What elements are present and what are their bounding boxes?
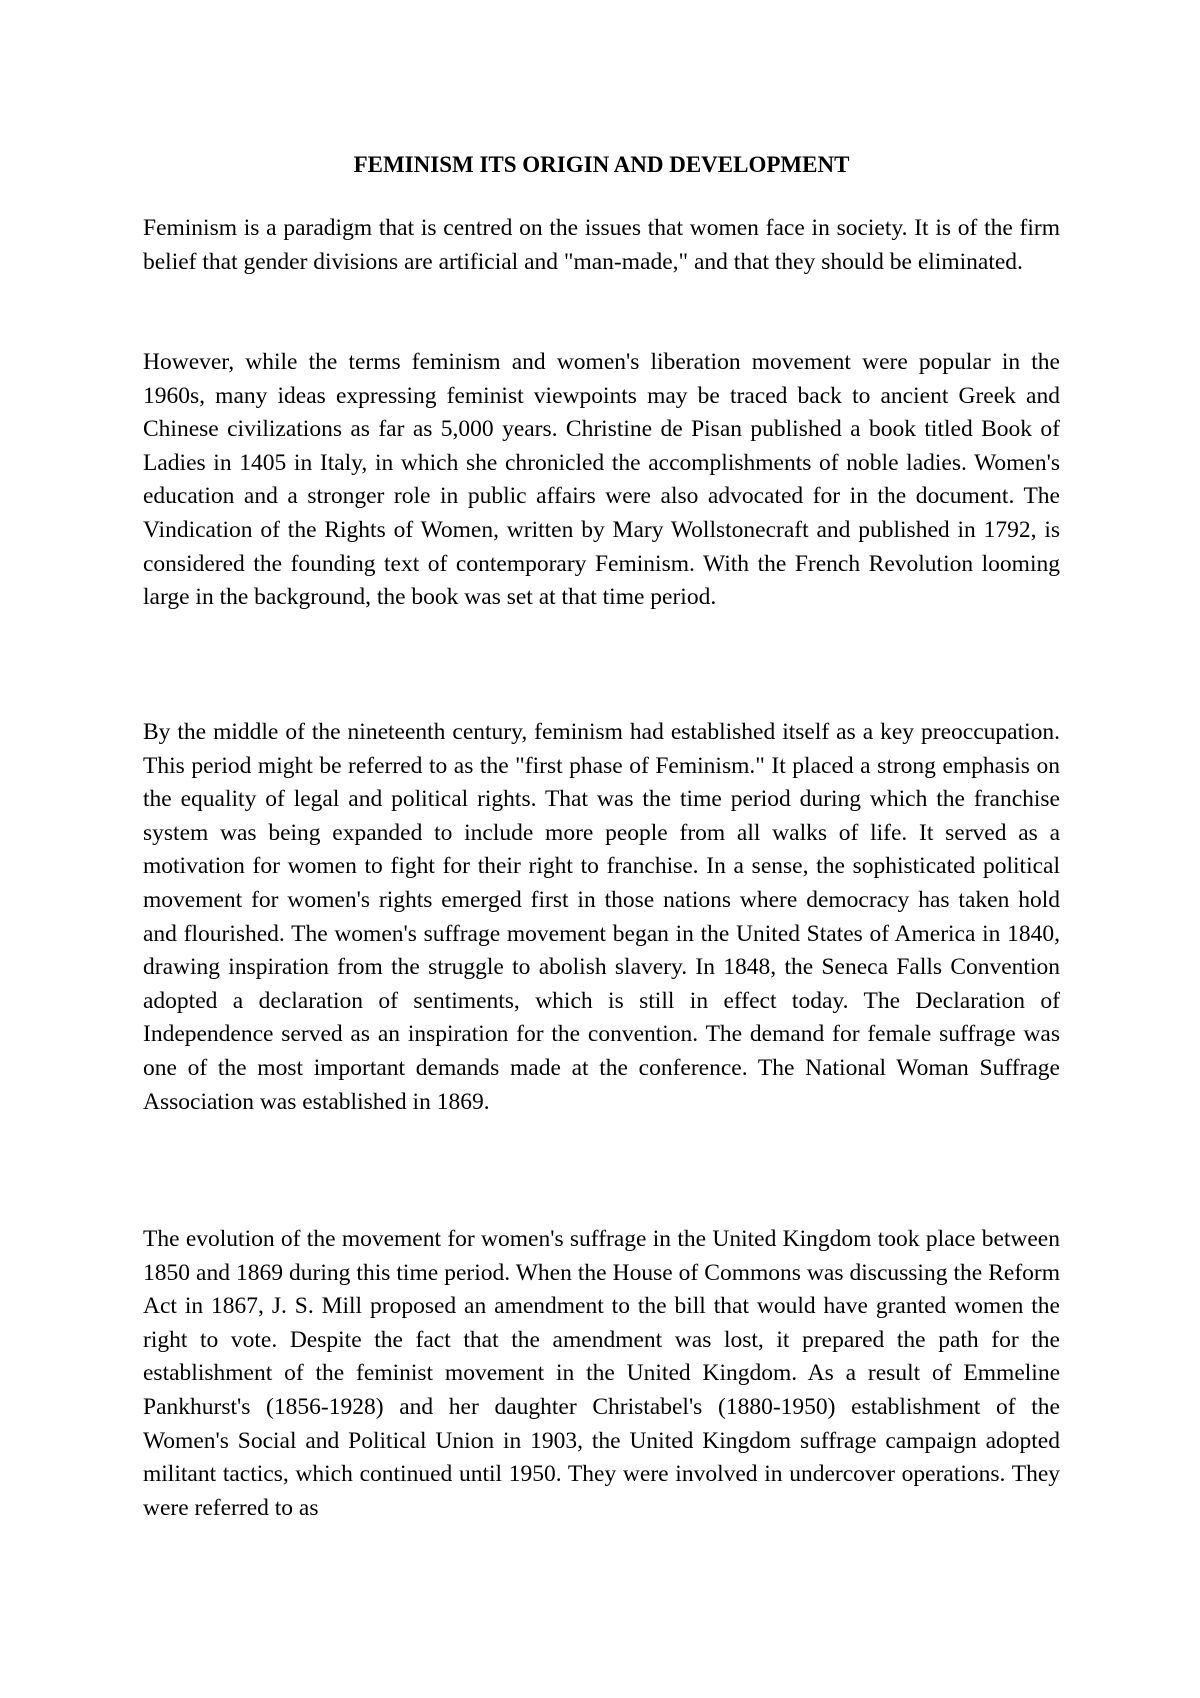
page-title: FEMINISM ITS ORIGIN AND DEVELOPMENT	[353, 152, 850, 177]
paragraph-uk-suffrage: The evolution of the movement for women's suffrage in the United Kingdom took place between 1850 and 1869 during this time period. When the House of Commons was discussing the Reform Act in 1867, J. S. Mill proposed an amendment to the bill that would have granted women the right to vote. Despite the fact that the amendment was lost, it prepared the path for the establishment of the feminist movement in the United Kingdom. As a result of Emmeline Pankhurst's (1856-1928) and her daughter Christabel's (1880-1950) establishment of the Women's Social and Political Union in 1903, the United Kingdom suffrage campaign adopted militant tactics, which continued until 1950. They were involved in undercover operations. They were referred to as	[143, 1226, 1060, 1521]
paragraph-early-history: However, while the terms feminism and women's liberation movement were popular in the 1960s, many ideas expressing feminist viewpoints may be traced back to ancient Greek and Chinese civilizations as far as 5,000 years. Christine de Pisan published a book titled Book of Ladies in 1405 in Italy, in which she chronicled the accomplishments of noble ladies. Women's education and a stronger role in public affairs were also advocated for in the document. The Vindication of the Rights of Women, written by Mary Wollstonecraft and published in 1792, is considered the founding text of contemporary Feminism. With the French Revolution looming large in the background, the book was set at that time period.	[143, 349, 1060, 611]
paragraph-first-phase: By the middle of the nineteenth century, feminism had established itself as a key preoccupation. This period might be referred to as the "first phase of Feminism." It placed a strong emphasis on the equality of legal and political rights. That was the time period during which the franchise system was being expanded to include more people from all walks of life. It served as a motivation for women to fight for their right to franchise. In a sense, the sophisticated political movement for women's rights emerged first in those nations where democracy has taken hold and flourished. The women's suffrage movement began in the United States of America in 1840, drawing inspiration from the struggle to abolish slavery. In 1848, the Seneca Falls Convention adopted a declaration of sentiments, which is still in effect today. The Declaration of Independence served as an inspiration for the convention. The demand for female suffrage was one of the most important demands made at the conference. The National Woman Suffrage Association was established in 1869.	[143, 719, 1060, 1115]
paragraph-definition: Feminism is a paradigm that is centred on the issues that women face in society. It is of the firm belief that gender divisions are artificial and "man-made," and that they should be eliminated.	[143, 215, 1060, 275]
